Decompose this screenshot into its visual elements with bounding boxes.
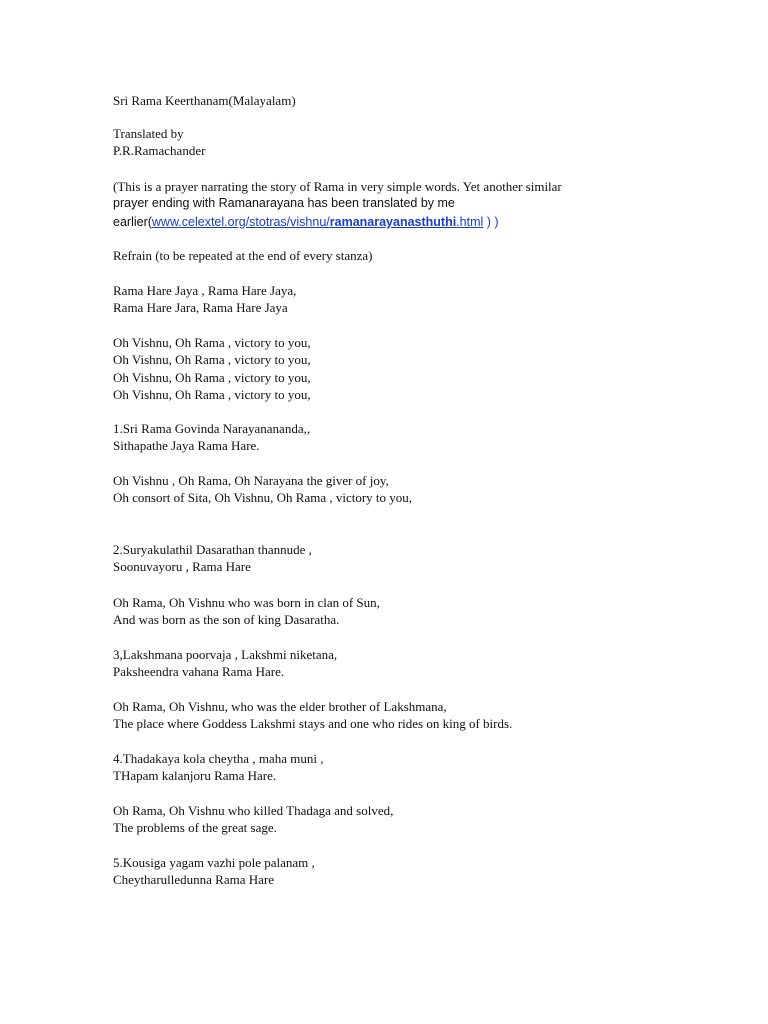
link-part-bold: ramanarayanasthuthi xyxy=(329,214,457,229)
document-title: Sri Rama Keerthanam(Malayalam) xyxy=(113,93,296,108)
translated-by-label: Translated by xyxy=(113,126,184,141)
stanza-2-verse xyxy=(113,541,312,576)
stanza-3-translation xyxy=(113,698,512,733)
refrain-block xyxy=(113,282,296,317)
translation-line: The place where Goddess Lakshmi stays and one who rides on king of birds. xyxy=(113,716,513,732)
translation-line: Oh consort of Sita, Oh Vishnu, Oh Rama , victory to you, xyxy=(113,490,413,506)
intro-prefix: earlier( xyxy=(113,214,152,229)
verse-line: 1.Sri Rama Govinda Narayanananda,, xyxy=(113,421,311,436)
verse-line: THapam kalanjoru Rama Hare. xyxy=(113,768,277,784)
translation-line: The problems of the great sage. xyxy=(113,820,277,836)
translation-line: Oh Rama, Oh Vishnu who was born in clan of Sun, xyxy=(113,595,380,610)
verse-line: 4.Thadakaya kola cheytha , maha muni , xyxy=(113,751,324,766)
intro-line: (This is a prayer narrating the story of Rama in very simple words. Yet another similar xyxy=(113,179,562,194)
stanza-3-verse xyxy=(113,646,337,681)
intro-link-line xyxy=(113,213,562,231)
intro-paragraph xyxy=(113,178,562,231)
stanza-1-verse xyxy=(113,420,310,455)
refrain-translation-line: Oh Vishnu, Oh Rama , victory to you, xyxy=(113,335,311,350)
verse-line: Cheytharulledunna Rama Hare xyxy=(113,872,274,888)
document-title-block xyxy=(113,92,296,109)
translation-line: Oh Rama, Oh Vishnu who killed Thadaga and solved, xyxy=(113,803,394,818)
link-part: www.celextel.org/stotras/vishnu/ xyxy=(151,214,330,229)
stanza-1-translation xyxy=(113,472,412,507)
stanza-4-translation xyxy=(113,802,393,837)
translation-line: And was born as the son of king Dasaratha. xyxy=(113,612,340,628)
verse-line: Paksheendra vahana Rama Hare. xyxy=(113,664,285,680)
verse-line: 2.Suryakulathil Dasarathan thannude , xyxy=(113,542,312,557)
stanza-5-verse xyxy=(113,854,315,889)
translation-line: Oh Vishnu , Oh Rama, Oh Narayana the giver of joy, xyxy=(113,473,389,488)
verse-line: Sithapathe Jaya Rama Hare. xyxy=(113,438,260,454)
intro-suffix: ) ) xyxy=(483,214,499,229)
refrain-note-block xyxy=(113,247,373,264)
refrain-translation-line: Oh Vishnu, Oh Rama , victory to you, xyxy=(113,352,311,368)
refrain-line: Rama Hare Jaya , Rama Hare Jaya, xyxy=(113,283,297,298)
link-part: .html xyxy=(456,214,484,229)
refrain-translation-line: Oh Vishnu, Oh Rama , victory to you, xyxy=(113,369,311,385)
translation-line: Oh Rama, Oh Vishnu, who was the elder brother of Lakshmana, xyxy=(113,699,447,714)
source-link[interactable] xyxy=(152,215,483,229)
verse-line: 5.Kousiga yagam vazhi pole palanam , xyxy=(113,855,315,870)
refrain-translation-line: Oh Vishnu, Oh Rama , victory to you, xyxy=(113,387,311,403)
translator-name: P.R.Ramachander xyxy=(113,143,206,159)
intro-line: prayer ending with Ramanarayana has been translated by me xyxy=(113,196,455,211)
refrain-line: Rama Hare Jara, Rama Hare Jaya xyxy=(113,300,288,316)
stanza-4-verse xyxy=(113,750,323,785)
translator-block xyxy=(113,125,205,160)
stanza-2-translation xyxy=(113,594,380,629)
verse-line: 3,Lakshmana poorvaja , Lakshmi niketana, xyxy=(113,647,338,662)
verse-line: Soonuvayoru , Rama Hare xyxy=(113,559,251,575)
refrain-note: Refrain (to be repeated at the end of every stanza) xyxy=(113,248,373,263)
refrain-translation-block xyxy=(113,334,311,404)
